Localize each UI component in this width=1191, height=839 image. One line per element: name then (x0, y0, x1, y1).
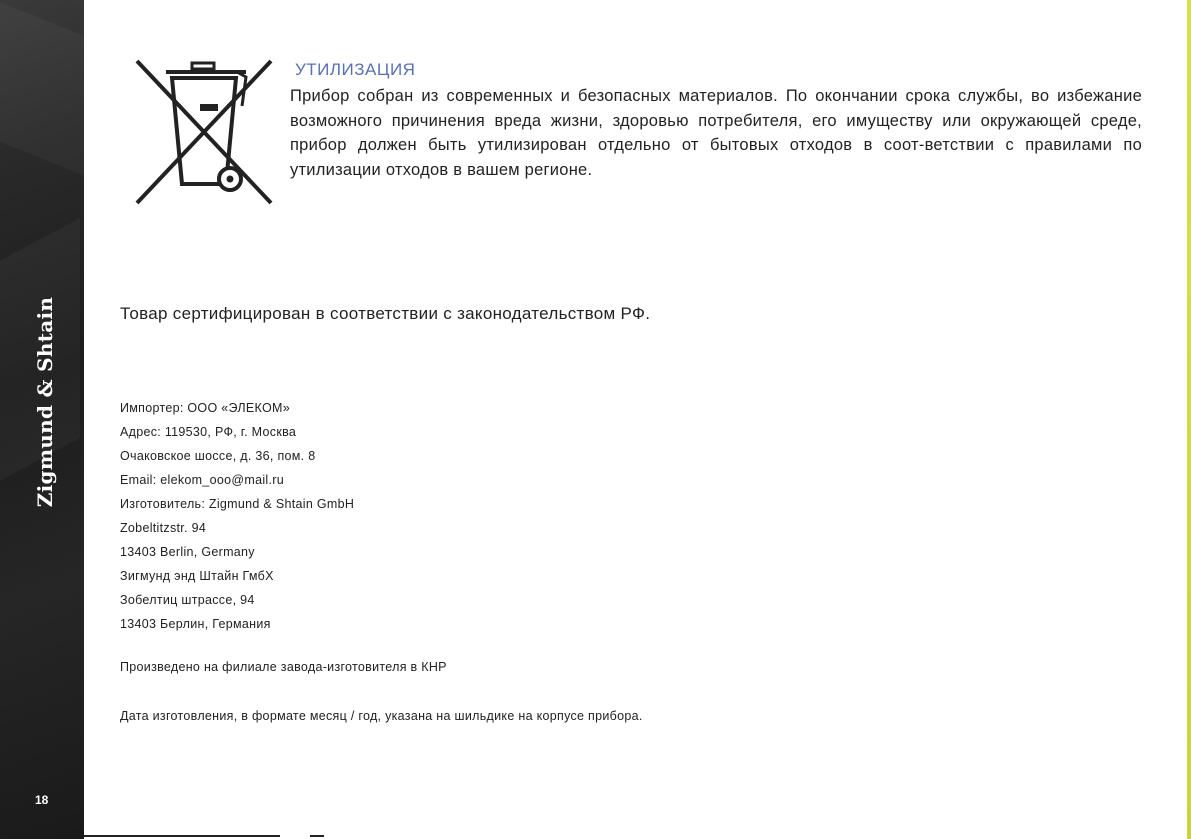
sidebar-facet-decoration (0, 0, 84, 182)
importer-line: 13403 Berlin, Germany (120, 545, 255, 559)
certification-text: Товар сертифицирован в соответствии с законодательством РФ. (120, 304, 651, 323)
importer-line: Импортер: ООО «ЭЛЕКОМ» (120, 401, 290, 415)
manufacture-date-note: Дата изготовления, в формате месяц / год, указана на шильдике на корпусе прибора. (120, 709, 643, 723)
importer-line: Адрес: 119530, РФ, г. Москва (120, 425, 297, 439)
right-edge-accent (1187, 0, 1191, 839)
crossed-out-wheelie-bin-icon (134, 58, 274, 206)
recycling-body: Прибор собран из современных и безопасных материалов. По окончании срока службы, во избежание возможного причинения вреда жизни, здоровью потребителя, его имуществу или окружающей среде, прибор должен быть утилизирован отдельно от бытовых отходов в соот-ветствии с правилами по утилизации отходов в вашем регионе. (290, 87, 1142, 179)
bottom-rule (84, 835, 280, 837)
recycling-title: УТИЛИЗАЦИЯ (295, 60, 416, 79)
importer-line: Зигмунд энд Штайн ГмбХ (120, 569, 274, 583)
importer-line: Зобелтиц штрассе, 94 (120, 593, 255, 607)
importer-line: Очаковское шоссе, д. 36, пом. 8 (120, 449, 316, 463)
production-origin: Произведено на филиале завода-изготовителя в КНР (120, 660, 447, 674)
importer-line: Изготовитель: Zigmund & Shtain GmbH (120, 497, 355, 511)
importer-line: Zobeltitzstr. 94 (120, 521, 207, 535)
importer-info (120, 396, 354, 636)
importer-email: Email: elekom_ooo@mail.ru (120, 473, 284, 487)
bottom-mark (310, 835, 324, 837)
brand-logo: Zigmund & Shtain (33, 296, 57, 508)
page-number: 18 (35, 793, 49, 807)
sidebar (0, 0, 84, 839)
importer-line: 13403 Берлин, Германия (120, 617, 271, 631)
